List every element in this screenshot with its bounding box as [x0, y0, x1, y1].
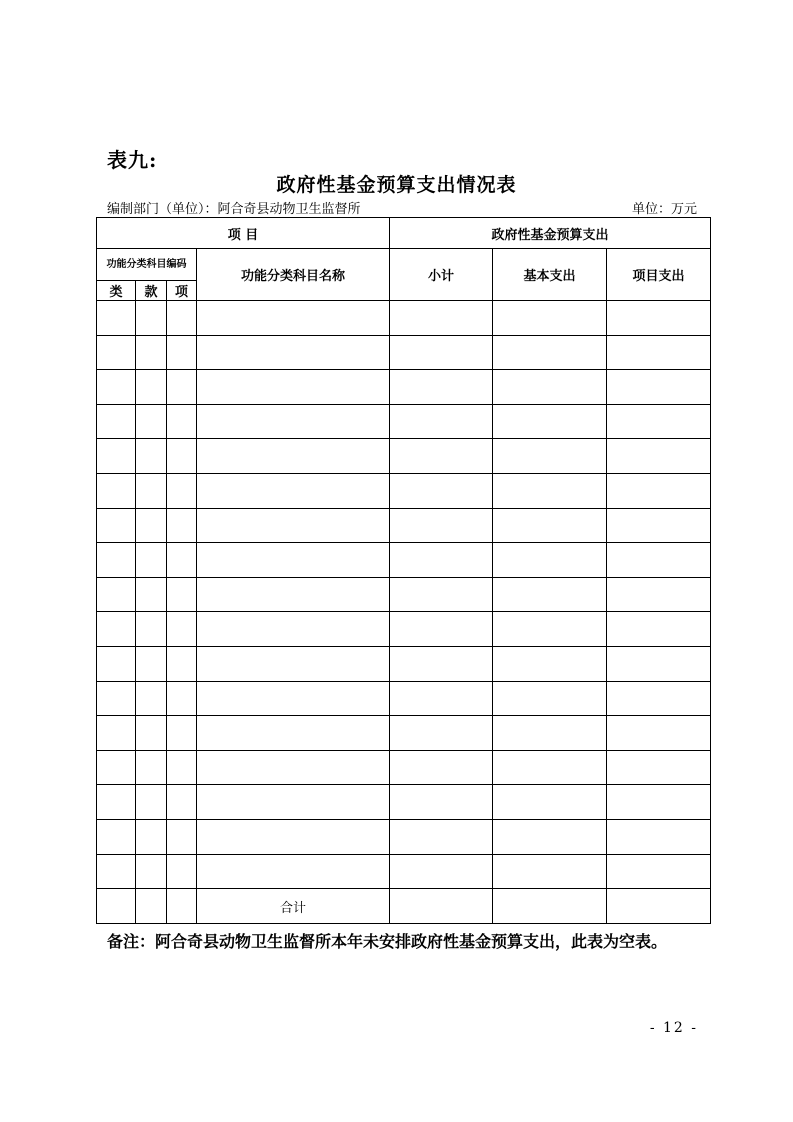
cell-subtotal — [390, 473, 493, 508]
table-row — [97, 508, 711, 543]
cell-xiang — [167, 301, 197, 336]
cell-name — [197, 854, 390, 889]
table-row — [97, 785, 711, 820]
cell-name — [197, 543, 390, 578]
header-func-name: 功能分类科目名称 — [197, 249, 390, 301]
cell-xiang — [167, 543, 197, 578]
cell-basic — [493, 473, 607, 508]
table-row — [97, 335, 711, 370]
cell-lei — [97, 785, 136, 820]
cell-basic — [493, 301, 607, 336]
cell-lei — [97, 370, 136, 405]
cell-kuan — [136, 612, 167, 647]
table-row — [97, 404, 711, 439]
cell-lei — [97, 612, 136, 647]
cell-kuan — [136, 335, 167, 370]
cell-kuan — [136, 577, 167, 612]
cell-name — [197, 750, 390, 785]
cell-kuan — [136, 681, 167, 716]
cell-project — [607, 819, 711, 854]
cell-basic — [493, 508, 607, 543]
cell-subtotal — [390, 577, 493, 612]
total-code-cell — [136, 889, 167, 924]
unit-label: 单位：万元 — [631, 202, 697, 217]
cell-basic — [493, 646, 607, 681]
cell-xiang — [167, 854, 197, 889]
total-row — [97, 889, 711, 924]
header-func-code: 功能分类科目编码 — [97, 249, 197, 281]
cell-subtotal — [390, 646, 493, 681]
cell-name — [197, 335, 390, 370]
cell-basic — [493, 819, 607, 854]
fund-expense-table — [96, 217, 711, 924]
cell-project — [607, 612, 711, 647]
cell-lei — [97, 854, 136, 889]
cell-basic — [493, 370, 607, 405]
cell-project — [607, 716, 711, 751]
cell-subtotal — [390, 785, 493, 820]
cell-name — [197, 473, 390, 508]
header-subtotal: 小计 — [390, 249, 493, 301]
cell-name — [197, 612, 390, 647]
table-row — [97, 750, 711, 785]
cell-lei — [97, 473, 136, 508]
cell-subtotal — [390, 508, 493, 543]
table-row — [97, 439, 711, 474]
cell-project — [607, 785, 711, 820]
cell-basic — [493, 854, 607, 889]
table-row — [97, 819, 711, 854]
cell-subtotal — [390, 819, 493, 854]
cell-name — [197, 508, 390, 543]
cell-subtotal — [390, 439, 493, 474]
cell-xiang — [167, 681, 197, 716]
cell-name — [197, 439, 390, 474]
cell-basic — [493, 404, 607, 439]
header-row-2 — [97, 249, 711, 281]
table-row — [97, 646, 711, 681]
cell-xiang — [167, 370, 197, 405]
cell-basic — [493, 577, 607, 612]
cell-name — [197, 577, 390, 612]
table-row — [97, 543, 711, 578]
cell-subtotal — [390, 750, 493, 785]
table-number-label: 表九: — [107, 148, 158, 172]
department-line: 编制部门（单位）：阿合奇县动物卫生监督所 — [107, 202, 361, 217]
cell-kuan — [136, 716, 167, 751]
cell-kuan — [136, 854, 167, 889]
cell-project — [607, 681, 711, 716]
cell-project — [607, 370, 711, 405]
cell-name — [197, 785, 390, 820]
cell-subtotal — [390, 404, 493, 439]
cell-name — [197, 370, 390, 405]
cell-name — [197, 716, 390, 751]
cell-kuan — [136, 301, 167, 336]
page-number: - 12 - — [649, 1020, 698, 1036]
table-row — [97, 612, 711, 647]
header-project: 项 目 — [97, 218, 390, 249]
cell-lei — [97, 646, 136, 681]
cell-xiang — [167, 404, 197, 439]
header-xiang: 项 — [167, 281, 197, 301]
cell-xiang — [167, 612, 197, 647]
cell-lei — [97, 716, 136, 751]
cell-kuan — [136, 473, 167, 508]
total-code-cell — [97, 889, 136, 924]
cell-project — [607, 750, 711, 785]
cell-basic — [493, 716, 607, 751]
cell-basic — [493, 335, 607, 370]
cell-xiang — [167, 439, 197, 474]
table-row — [97, 854, 711, 889]
cell-lei — [97, 577, 136, 612]
cell-project — [607, 646, 711, 681]
total-code-cell — [167, 889, 197, 924]
cell-project — [607, 543, 711, 578]
header-basic: 基本支出 — [493, 249, 607, 301]
table-row — [97, 681, 711, 716]
cell-kuan — [136, 785, 167, 820]
header-project-exp: 项目支出 — [607, 249, 711, 301]
cell-project — [607, 577, 711, 612]
header-fund-expense: 政府性基金预算支出 — [390, 218, 711, 249]
header-kuan: 款 — [136, 281, 167, 301]
cell-lei — [97, 508, 136, 543]
cell-basic — [493, 785, 607, 820]
cell-kuan — [136, 646, 167, 681]
cell-lei — [97, 681, 136, 716]
cell-xiang — [167, 508, 197, 543]
cell-kuan — [136, 370, 167, 405]
footnote: 备注：阿合奇县动物卫生监督所本年未安排政府性基金预算支出，此表为空表。 — [107, 932, 668, 951]
cell-xiang — [167, 819, 197, 854]
cell-subtotal — [390, 543, 493, 578]
table-row — [97, 473, 711, 508]
cell-name — [197, 646, 390, 681]
cell-basic — [493, 750, 607, 785]
cell-xiang — [167, 716, 197, 751]
cell-xiang — [167, 577, 197, 612]
cell-name — [197, 404, 390, 439]
cell-basic — [493, 439, 607, 474]
table-row — [97, 716, 711, 751]
cell-subtotal — [390, 612, 493, 647]
cell-project — [607, 404, 711, 439]
page-title: 政府性基金预算支出情况表 — [276, 174, 517, 196]
cell-xiang — [167, 473, 197, 508]
cell-project — [607, 854, 711, 889]
cell-lei — [97, 543, 136, 578]
cell-kuan — [136, 508, 167, 543]
cell-xiang — [167, 785, 197, 820]
total-project — [607, 889, 711, 924]
cell-xiang — [167, 335, 197, 370]
cell-subtotal — [390, 681, 493, 716]
cell-name — [197, 819, 390, 854]
cell-kuan — [136, 404, 167, 439]
total-label: 合计 — [197, 889, 390, 924]
cell-name — [197, 301, 390, 336]
cell-kuan — [136, 543, 167, 578]
header-row-1 — [97, 218, 711, 249]
cell-kuan — [136, 819, 167, 854]
cell-lei — [97, 819, 136, 854]
cell-lei — [97, 404, 136, 439]
cell-xiang — [167, 646, 197, 681]
cell-lei — [97, 750, 136, 785]
cell-name — [197, 681, 390, 716]
cell-basic — [493, 681, 607, 716]
cell-basic — [493, 543, 607, 578]
cell-subtotal — [390, 335, 493, 370]
table-row — [97, 577, 711, 612]
cell-xiang — [167, 750, 197, 785]
total-basic — [493, 889, 607, 924]
cell-subtotal — [390, 301, 493, 336]
cell-subtotal — [390, 716, 493, 751]
cell-subtotal — [390, 854, 493, 889]
cell-kuan — [136, 750, 167, 785]
cell-project — [607, 439, 711, 474]
cell-lei — [97, 439, 136, 474]
table-row — [97, 370, 711, 405]
cell-lei — [97, 301, 136, 336]
cell-kuan — [136, 439, 167, 474]
cell-basic — [493, 612, 607, 647]
cell-subtotal — [390, 370, 493, 405]
total-subtotal — [390, 889, 493, 924]
cell-lei — [97, 335, 136, 370]
cell-project — [607, 508, 711, 543]
header-lei: 类 — [97, 281, 136, 301]
cell-project — [607, 473, 711, 508]
cell-project — [607, 301, 711, 336]
table-row — [97, 301, 711, 336]
cell-project — [607, 335, 711, 370]
